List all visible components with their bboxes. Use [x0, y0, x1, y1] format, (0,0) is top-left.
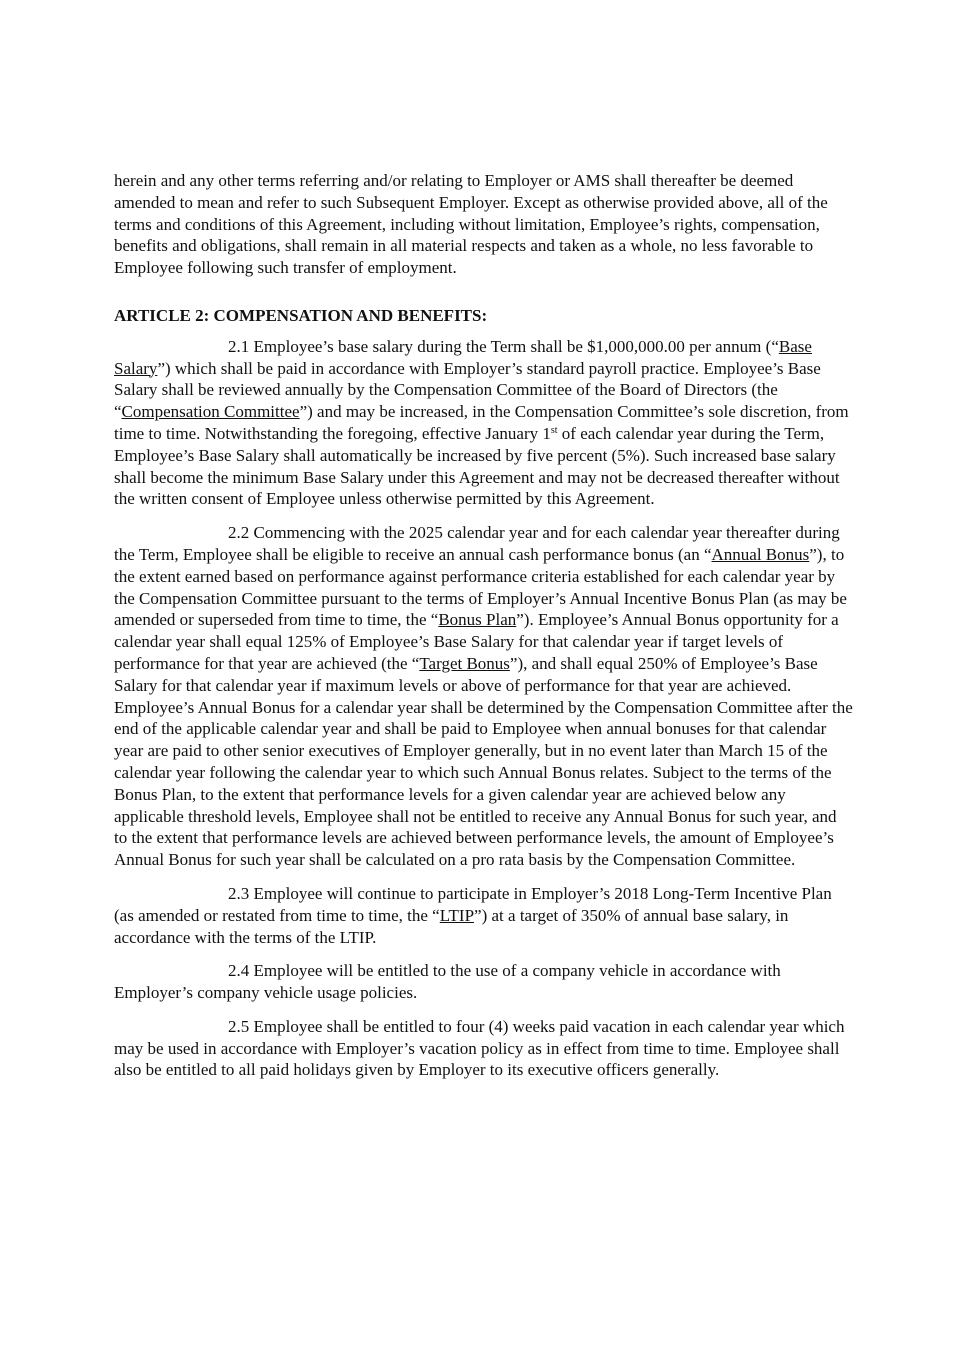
defined-term-bonus-plan: Bonus Plan — [438, 610, 517, 630]
defined-term-annual-bonus: Annual Bonus — [711, 544, 810, 564]
intro-paragraph: herein and any other terms referring and/or relating to Employer or AMS shall thereafter be deemed amended to mean and refer to such Subsequent Employer. Except as otherwise provided above, all of the terms and conditions of this Agreement, including without limitation, Employee’s rights, compensation, benefits and obligations, shall remain in all material respects and taken as a whole, no less favorable to Employee following such transfer of employment. — [114, 171, 828, 278]
defined-term-compensation-committee: Compensation Committee — [121, 402, 300, 422]
section-2-1-text-c: ”) and may be increased, in the Compensation Committee’s sole discretion, from time to time. Notwithstanding the foregoing, effective January 1 — [114, 402, 849, 443]
section-2-1 — [114, 336, 854, 510]
section-2-1-text-d: of each calendar year during the Term, Employee’s Base Salary shall automatically be increased by five percent (5%). Such increased base salary shall become the minimum Base Salary under this Agreement and may not be decreased thereafter without the written consent of Employee unless otherwise permitted by this Agreement. — [114, 423, 840, 509]
section-2-2 — [114, 522, 854, 871]
section-2-1-text-a: 2.1 Employee’s base salary during the Term shall be $1,000,000.00 per annum (“ — [228, 336, 779, 356]
article-heading: ARTICLE 2: COMPENSATION AND BENEFITS: — [114, 305, 488, 325]
ordinal-superscript: st — [550, 424, 558, 436]
section-2-2-text-b: ”), to the extent earned based on performance against performance criteria established for each calendar year by the Compensation Committee pursuant to the terms of Employer’s Annual Incentive Bonus Plan (as may be amended or superseded from time to time, the “ — [114, 544, 847, 630]
section-2-3 — [114, 883, 854, 948]
document-page — [114, 170, 854, 1093]
defined-term-ltip: LTIP — [439, 905, 475, 925]
section-2-2-text-c: ”). Employee’s Annual Bonus opportunity for a calendar year shall equal 125% of Employee’s Base Salary for that calendar year if target levels of performance for that year are achieved (the “ — [114, 610, 839, 673]
section-2-1-text-b: ”) which shall be paid in accordance with Employer’s standard payroll practice. Employee’s Base Salary shall be reviewed annually by the Compensation Committee of the Board of Directors (the “ — [114, 358, 821, 422]
section-2-5: 2.5 Employee shall be entitled to four (4) weeks paid vacation in each calendar year which may be used in accordance with Employer’s vacation policy as in effect from time to time. Employee shall also be entitled to all paid holidays given by Employer to its executive officers generally. — [114, 1016, 845, 1080]
section-2-3-text-a: 2.3 Employee will continue to participate in Employer’s 2018 Long-Term Incentive Plan (as amended or restated from time to time, the “ — [114, 883, 832, 925]
section-2-2-text-a: 2.2 Commencing with the 2025 calendar year and for each calendar year thereafter during the Term, Employee shall be eligible to receive an annual cash performance bonus (an “ — [114, 523, 840, 564]
defined-term-base-salary: Base Salary — [114, 336, 812, 378]
section-2-3-text-b: ”) at a target of 350% of annual base salary, in accordance with the terms of the LTIP. — [114, 905, 789, 947]
section-2-4: 2.4 Employee will be entitled to the use of a company vehicle in accordance with Employer’s company vehicle usage policies. — [114, 961, 781, 1003]
section-2-2-text-d: ”), and shall equal 250% of Employee’s Base Salary for that calendar year if maximum levels or above of performance for that year are achieved. Employee’s Annual Bonus for a calendar year shall be determined by the Compensation Committee after the end of the applicable calendar year and shall be paid to Employee when annual bonuses for that calendar year are paid to other senior executives of Employer generally, but in no event later than March 15 of the calendar year following the calendar year to which such Annual Bonus relates. Subject to the terms of the Bonus Plan, to the extent that performance levels for a given calendar year are achieved below any applicable threshold levels, Employee shall not be entitled to receive any Annual Bonus for such year, and to the extent that performance levels are achieved between performance levels, the amount of Employee’s Annual Bonus for such year shall be calculated on a pro rata basis by the Compensation Committee. — [114, 653, 853, 870]
defined-term-target-bonus: Target Bonus — [419, 653, 510, 673]
